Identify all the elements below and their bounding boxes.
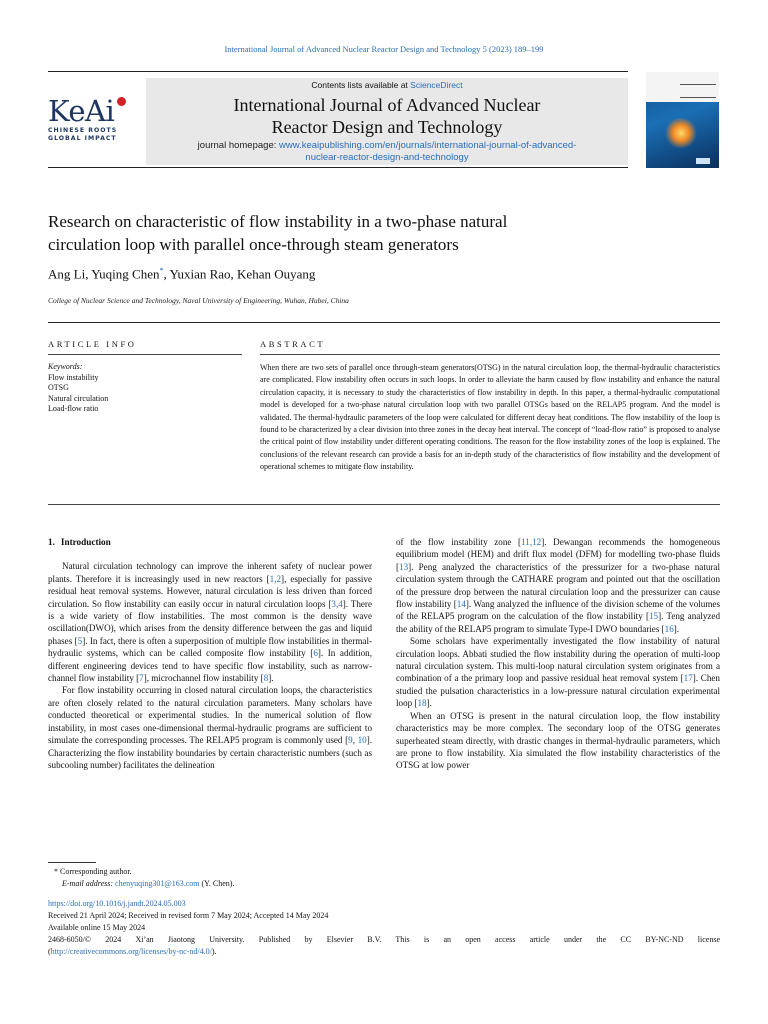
publisher-tagline — [48, 127, 134, 143]
keyword-item: Flow instability — [48, 372, 99, 382]
citation-link[interactable]: 16 — [664, 623, 674, 634]
body-text: ]. In fact, there is often a superposition of multiple flow instabilities in thermal-hydraulic systems, which can be called composite flow instability [ — [48, 635, 373, 659]
citation-link[interactable]: 1,2 — [269, 573, 282, 584]
body-text: ]. Characterizing the flow instability boundaries by certain characteristic numbers (such as subcooling number) facilitates the delineation — [48, 735, 372, 770]
article-info-rule — [48, 354, 242, 355]
section-heading — [48, 536, 372, 548]
license-close: ). — [211, 947, 217, 956]
citation-link[interactable]: 6 — [313, 648, 318, 659]
publisher-logo-wordmark — [48, 96, 134, 126]
citation-link[interactable]: 9 — [348, 735, 353, 746]
article-title — [48, 210, 648, 256]
license-line — [48, 946, 720, 958]
affiliation: College of Nuclear Science and Technology, Naval University of Engineering, Wuhan, Hubei, China — [48, 296, 349, 305]
affiliation-rule — [48, 322, 720, 323]
body-text: ]. — [673, 623, 680, 634]
homepage-link-continued[interactable]: nuclear-reactor-design-and-technology — [305, 152, 469, 163]
citation-link[interactable]: 15 — [648, 611, 659, 622]
sciencedirect-link[interactable]: ScienceDirect — [410, 80, 463, 90]
body-text: ]. Peng analyzed the characteristics of the pressurizer for a two-phase natural circulation system through the CATHARE program and pointed out that the oscillation of the pressure drop between the natural circulation loop and the pressurizer can cause flow instability [ — [396, 561, 720, 610]
journal-cover-image[interactable] — [646, 72, 719, 168]
body-text: ]. Chen studied the pulsation characteristics in a low-pressure natural circulation experimental loop [ — [396, 673, 720, 709]
citation-link[interactable]: 18 — [417, 698, 427, 709]
corresponding-author-mark[interactable]: * — [159, 266, 164, 275]
article-title-line1: Research on characteristic of flow instability in a two-phase natural — [48, 212, 508, 231]
contents-prefix: Contents lists available at — [311, 80, 411, 90]
body-paragraph — [396, 536, 720, 635]
email-link[interactable]: chenyuqing301@163.com — [115, 879, 200, 888]
license-link[interactable]: http://creativecommons.org/licenses/by-nc-nd/4.0/ — [50, 947, 212, 956]
keywords-block — [48, 362, 238, 415]
footnote-rule — [48, 862, 96, 863]
keyword-item: OTSG — [48, 383, 69, 392]
author-name[interactable]: Ang Li — [48, 266, 86, 282]
body-paragraph — [396, 710, 720, 772]
author-list — [48, 266, 315, 282]
body-column-right — [396, 536, 720, 772]
running-header[interactable]: International Journal of Advanced Nuclear Reactor Design and Technology 5 (2023) 189–199 — [224, 44, 544, 54]
body-text: ]. Dewangan recommends the homogeneous equilibrium model (HEM) and drift flux model (DFM) for modelling two-phase fluids [ — [396, 537, 720, 572]
citation-link[interactable]: 14 — [456, 599, 466, 610]
keyword-item: Load-flow ratio — [48, 404, 99, 413]
body-paragraph — [396, 635, 720, 709]
publisher-logo[interactable] — [48, 96, 134, 143]
body-column-left — [48, 536, 372, 771]
email-owner: (Y. Chen). — [199, 879, 235, 888]
author-separator: , — [230, 266, 238, 282]
body-text: When an OTSG is present in the natural circulation loop, the flow instability characteristics may be more complex. The secondary loop of the OTSG generates superheated steam directly, with drastic changes in thermal-hydraulic parameters, which are prone to flow instability. Xia simulated the flow instability characteristics of the OTSG at low power — [396, 710, 720, 771]
copyright-line: 2468-6050/© 2024 Xi’an Jiaotong University. Published by Elsevier B.V. This is an open access article under the CC BY-NC-ND license — [48, 935, 720, 944]
publisher-tagline-line2: GLOBAL IMPACT — [48, 135, 117, 142]
masthead-top-rule — [48, 71, 628, 72]
body-text: ]. In addition, different engineering devices tend to have specific flow instability, such as narrow-channel flow instability [ — [48, 648, 372, 684]
article-info-heading: ARTICLE INFO — [48, 339, 137, 349]
body-text: ], microchannel flow instability [ — [143, 673, 264, 684]
publication-info — [48, 898, 720, 958]
citation-link[interactable]: 10 — [357, 735, 367, 746]
body-text: ]. Wang analyzed the influence of the division scheme of the volumes of the RELAP5 program on the calculation of the flow instability [ — [396, 599, 720, 622]
body-text: Some scholars have experimentally investigated the flow instability of natural circulation loops. Abbati studied the flow instability during the operation of multi-loop natural circulation system. This multi-loop natural circulation system originates from a combination of a the primary loop and passive residual heat removal system [ — [396, 636, 720, 684]
cover-reactor-glow-icon — [664, 118, 698, 148]
section-title: Introduction — [60, 537, 111, 547]
journal-title-line2: Reactor Design and Technology — [271, 117, 503, 137]
body-text: Natural circulation technology can improve the inherent safety of nuclear power plants. Therefore it is increasingly used in new reactors [ — [48, 561, 372, 584]
contents-line — [146, 80, 628, 90]
author-name[interactable]: Yuqing Chen — [91, 266, 160, 282]
body-paragraph — [48, 684, 372, 771]
body-text: ]. There is a wide variety of flow instabilities. The most common is the density wave oscillation(DWO), which arises from the density difference between the gas and liquid phases [ — [48, 598, 372, 646]
body-text: ]. — [268, 673, 274, 684]
body-text: For flow instability occurring in closed natural circulation loops, the characteristics are often closely related to the natural circulation parameters. Many scholars have conducted theoretical or experimental studies. In the numerical solution of flow instability, in most cases one-dimensional thermal-hydraulic programs are sufficient to simulate the corresponding processes. The RELAP5 program is commonly used [ — [48, 685, 372, 746]
citation-link[interactable]: 3,4 — [331, 598, 343, 609]
citation-link[interactable]: 17 — [683, 673, 693, 684]
citation-link[interactable]: 11,12 — [521, 537, 542, 547]
body-text: , — [352, 735, 358, 746]
keyword-list — [48, 373, 238, 415]
homepage-label: journal homepage: — [197, 140, 280, 151]
body-text: of the flow instability zone [ — [396, 537, 522, 547]
abstract-text: When there are two sets of parallel once through-steam generators(OTSG) in the natural circulation loop, the thermal-hydraulic characteristics are complicated. Flow instability often occurs in such loops. In order to alleviate the harm caused by flow instability and enhance the natural circulation capacity, it is necessary to study the characteristics of flow instability in depth. In this paper, a thermal-hydraulic computational model is developed for a two-phase natural circulation loop with two parallel OTSGs based on the RELAP5 program. And the model is validated. The thermal-hydraulic parameters of the loop were calculated for different decay heat conditions. The flow instability of the loop is found to be characterized by a clear division into three zones in the decay heat interval. The concept of “load-flow ratio” is proposed to analyse the critical point of flow instability under different operating conditions. The reason for the flow instability zones of the loop is explained. The conclusions of the relevant research can provide a basis for an in-depth study of the characteristics of flow instability and the development of operational schemes to mitigate flow instability. — [260, 363, 720, 472]
cover-publisher-mark — [696, 158, 710, 164]
right-paragraphs — [396, 536, 720, 772]
citation-link[interactable]: 7 — [139, 673, 144, 684]
masthead-bottom-rule — [48, 167, 628, 168]
author-name[interactable]: Kehan Ouyang — [237, 266, 316, 282]
author-name[interactable]: Yuxian Rao — [169, 266, 231, 282]
cover-title-block — [680, 84, 716, 98]
keywords-label: Keywords: — [48, 362, 83, 371]
keyword-item: Natural circulation — [48, 393, 109, 403]
body-text: ], especially for passive residual heat removal systems. However, natural circulation is less driven than forced circulation. So flow instability can easily occur in natural circulation loops [ — [48, 573, 372, 609]
publisher-logo-text: KeAi — [48, 94, 115, 128]
body-paragraph — [48, 560, 372, 684]
corresponding-mark: * — [54, 867, 58, 876]
logo-red-dot-icon — [117, 97, 126, 106]
author-separator: , — [163, 266, 170, 282]
publisher-tagline-line1: CHINESE ROOTS — [48, 127, 118, 134]
available-online: Available online 15 May 2024 — [48, 923, 146, 932]
homepage-link[interactable]: www.keaipublishing.com/en/journals/international-journal-of-advanced- — [279, 140, 577, 151]
journal-title-line1: International Journal of Advanced Nuclear — [233, 95, 541, 115]
author-separator: , — [85, 266, 92, 282]
email-label: E-mail address: — [62, 879, 116, 888]
corresponding-label: Corresponding author. — [60, 867, 132, 876]
history-dates: Received 21 April 2024; Received in revised form 7 May 2024; Accepted 14 May 2024 — [48, 911, 329, 920]
journal-homepage — [146, 140, 628, 164]
section-number: 1. — [48, 537, 55, 547]
license-open: ( — [48, 947, 51, 956]
citation-link[interactable]: 8 — [263, 673, 269, 684]
citation-link[interactable]: 5 — [77, 635, 83, 646]
abstract-bottom-rule — [48, 504, 720, 505]
body-text: ]. Teng analyzed the ability of the RELAP5 program to simulate Type-I DWO boundaries [ — [396, 611, 720, 634]
abstract-heading: ABSTRACT — [260, 339, 326, 349]
citation-link[interactable]: 13 — [399, 561, 409, 572]
body-text: ]. — [426, 698, 432, 709]
corresponding-author-footnote — [48, 866, 720, 890]
doi-link[interactable]: https://doi.org/10.1016/j.jandt.2024.05.003 — [48, 899, 186, 908]
article-title-line2: circulation loop with parallel once-through steam generators — [48, 235, 459, 254]
left-paragraphs — [48, 560, 372, 771]
abstract-rule — [260, 354, 720, 355]
journal-title — [146, 94, 628, 138]
